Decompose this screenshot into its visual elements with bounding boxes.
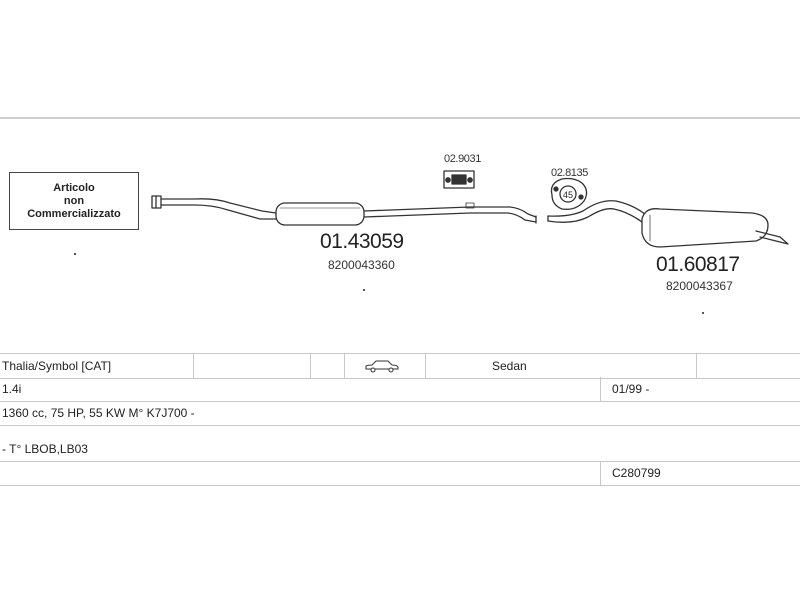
type-codes-cell: - T° LBOB,LB03 xyxy=(2,442,88,456)
notice-line-3: Commercializzato xyxy=(27,207,121,220)
specs-cell: 1360 cc, 75 HP, 55 KW M° K7J700 - xyxy=(2,406,195,420)
date-from-cell: 01/99 - xyxy=(612,382,650,396)
marker-dot xyxy=(702,312,704,314)
table-row xyxy=(0,377,800,402)
table-row xyxy=(0,461,800,486)
catalog-ref-cell: C280799 xyxy=(612,466,661,480)
notice-line-2: non xyxy=(63,194,85,207)
front-pipe-01-43059 xyxy=(161,199,536,225)
clamp-ring-code[interactable]: 02.8135 xyxy=(551,167,588,179)
model-cell: Thalia/Symbol [CAT] xyxy=(2,359,112,373)
front-pipe-oe-number: 8200043360 xyxy=(328,258,395,272)
clamp-badge: 45 xyxy=(562,190,574,200)
rear-silencer-oe-number: 8200043367 xyxy=(666,279,733,293)
car-body-icon xyxy=(364,354,400,378)
rear-silencer-code[interactable]: 01.60817 xyxy=(656,253,740,276)
engine-cell: 1.4i xyxy=(2,382,22,396)
table-row xyxy=(0,353,800,379)
rear-silencer-01-60817 xyxy=(548,201,788,247)
front-pipe-code[interactable]: 01.43059 xyxy=(320,230,404,253)
table-row xyxy=(0,401,800,426)
marker-dot xyxy=(363,289,365,291)
inlet-flange xyxy=(152,196,161,208)
mount-rubber-code[interactable]: 02.9031 xyxy=(444,153,481,165)
notice-line-1: Articolo xyxy=(53,181,95,194)
body-type-cell: Sedan xyxy=(492,359,527,373)
mount-rubber-02-9031 xyxy=(444,171,474,188)
table-row xyxy=(0,425,800,462)
